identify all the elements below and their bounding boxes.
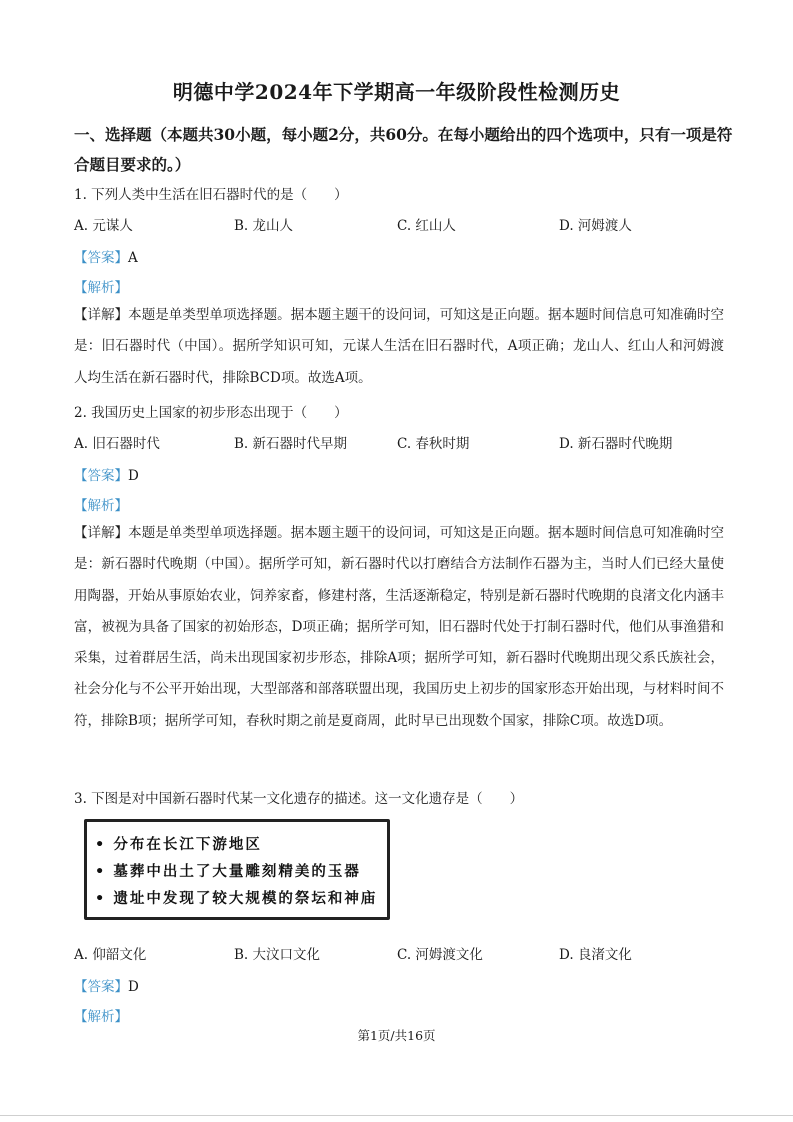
q2-option-d: D. 新石器时代晚期 [559, 436, 673, 452]
q3-option-d: D. 良渚文化 [559, 947, 632, 963]
question-2-stem: 2. 我国历史上国家的初步形态出现于（ ） [74, 405, 348, 421]
q3-option-c: C. 河姆渡文化 [397, 947, 483, 963]
q1-option-c: C. 红山人 [397, 218, 456, 234]
q1-answer-value: A [128, 250, 138, 266]
page-footer: 第1页/共16页 [357, 1028, 436, 1043]
q2-analysis-label: 【解析】 [74, 498, 128, 514]
section-heading: 一、选择题（本题共30小题，每小题2分，共60分。在每小题给出的四个选项中，只有一项是符合题目要求的。） [74, 125, 733, 174]
box-line-1: • 分布在长江下游地区 [95, 837, 262, 853]
q1-answer-line: 【答案】A [74, 250, 138, 266]
bottom-divider [0, 1115, 793, 1116]
q3-analysis-label: 【解析】 [74, 1009, 128, 1025]
question-1-stem: 1. 下列人类中生活在旧石器时代的是（ ） [74, 187, 348, 203]
q2-option-b: B. 新石器时代早期 [234, 436, 348, 452]
q2-option-a: A. 旧石器时代 [74, 436, 160, 452]
q3-answer-line: 【答案】D [74, 979, 139, 995]
q1-option-b: B. 龙山人 [234, 218, 294, 234]
q1-analysis-label: 【解析】 [74, 280, 128, 296]
q1-option-d: D. 河姆渡人 [559, 218, 632, 234]
question-3-stem: 3. 下图是对中国新石器时代某一文化遗存的描述。这一文化遗存是（ ） [74, 791, 524, 807]
q3-answer-value: D [128, 979, 139, 995]
q3-option-b: B. 大汶口文化 [234, 947, 321, 963]
page-title: 明德中学2024年下学期高一年级阶段性检测历史 [172, 80, 621, 104]
q2-answer-value: D [128, 468, 139, 484]
q1-detail: 【详解】本题是单类型单项选择题。据本题主题干的设问词，可知这是正向题。据本题时间信息可知准确时空是：旧石器时代（中国）。据所学知识可知，元谋人生活在旧石器时代，A项正确；龙山人、红山人和河姆渡人均生活在新石器时代，排除BCD项。故选A项。 [74, 307, 725, 386]
q1-option-a: A. 元谋人 [74, 218, 133, 234]
q2-detail: 【详解】本题是单类型单项选择题。据本题主题干的设问词，可知这是正向题。据本题时间信息可知准确时空是：新石器时代晚期（中国）。据所学可知，新石器时代以打磨结合方法制作石器为主，当时人们已经大量使用陶器，开始从事原始农业，饲养家畜，修建村落，生活逐渐稳定，特别是新石器时代晚期的良渚文化内涵丰富，被视为具备了国家的初始形态，D项正确；据所学可知，旧石器时代处于打制石器时代，他们从事渔猎和采集，过着群居生活，尚未出现国家初步形态，排除A项；据所学可知，新石器时代晚期出现父系氏族社会，社会分化与不公平开始出现，大型部落和部落联盟出现，我国历史上初步的国家形态开始出现，与材料时间不符，排除B项；据所学可知，春秋时期之前是夏商周，此时早已出现数个国家，排除C项。故选D项。 [74, 525, 725, 729]
q2-option-c: C. 春秋时期 [397, 436, 470, 452]
culture-description-box [84, 819, 390, 920]
q3-option-a: A. 仰韶文化 [74, 947, 147, 963]
q2-answer-line: 【答案】D [74, 468, 139, 484]
box-line-3: • 遗址中发现了较大规模的祭坛和神庙 [95, 891, 378, 907]
box-line-2: • 墓葬中出土了大量雕刻精美的玉器 [95, 864, 361, 880]
